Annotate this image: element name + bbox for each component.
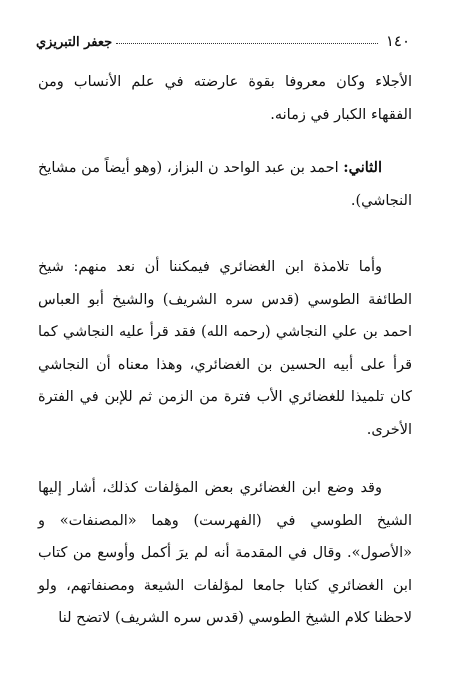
- paragraph-1: [38, 66, 412, 131]
- running-title: جعفر التبريزي: [36, 35, 113, 50]
- paragraph-3: [38, 251, 412, 446]
- paragraph-4-text: وقد وضع ابن الغضائري بعض المؤلفات كذلك، أشار إليها الشيخ الطوسي في (الفهرست) وهما «المصنفات» و «الأصول». وقال في المقدمة أنه لم يرَ أكمل وأوسع من كتاب ابن الغضائري كتابا جامعا لمؤلفات الشيعة ومصنفاتهم، ولو لاحظنا كلام الشيخ الطوسي (قدس سره الشريف) لاتضح لنا: [38, 480, 412, 626]
- paragraph-1-text: الأجلاء وكان معروفا بقوة عارضته في علم الأنساب ومن الفقهاء الكبار في زمانه.: [38, 74, 412, 123]
- paragraph-2: [38, 152, 412, 217]
- paragraph-4: [38, 472, 412, 635]
- page-header: [36, 24, 410, 50]
- header-dotted-leader: [116, 42, 378, 44]
- page-number: ١٤٠: [385, 32, 410, 50]
- paragraph-2-text: احمد بن عبد الواحد ن البزاز، (وهو أيضاً من مشايخ النجاشي).: [38, 160, 412, 209]
- paragraph-3-text: وأما تلامذة ابن الغضائري فيمكننا أن نعد منهم: شيخ الطائفة الطوسي (قدس سره الشريف) والشيخ أبو العباس احمد بن علي النجاشي (رحمه الله) فقد قرأ عليه النجاشي كما قرأ على أبيه الحسين بن الغضائري، وهذا معناه أن النجاشي كان تلميذا للغضائري الأب فترة من الزمن ثم للإبن في الفترة الأخرى.: [38, 259, 412, 438]
- paragraph-2-lead: الثاني:: [343, 159, 382, 176]
- body-text: [38, 66, 412, 635]
